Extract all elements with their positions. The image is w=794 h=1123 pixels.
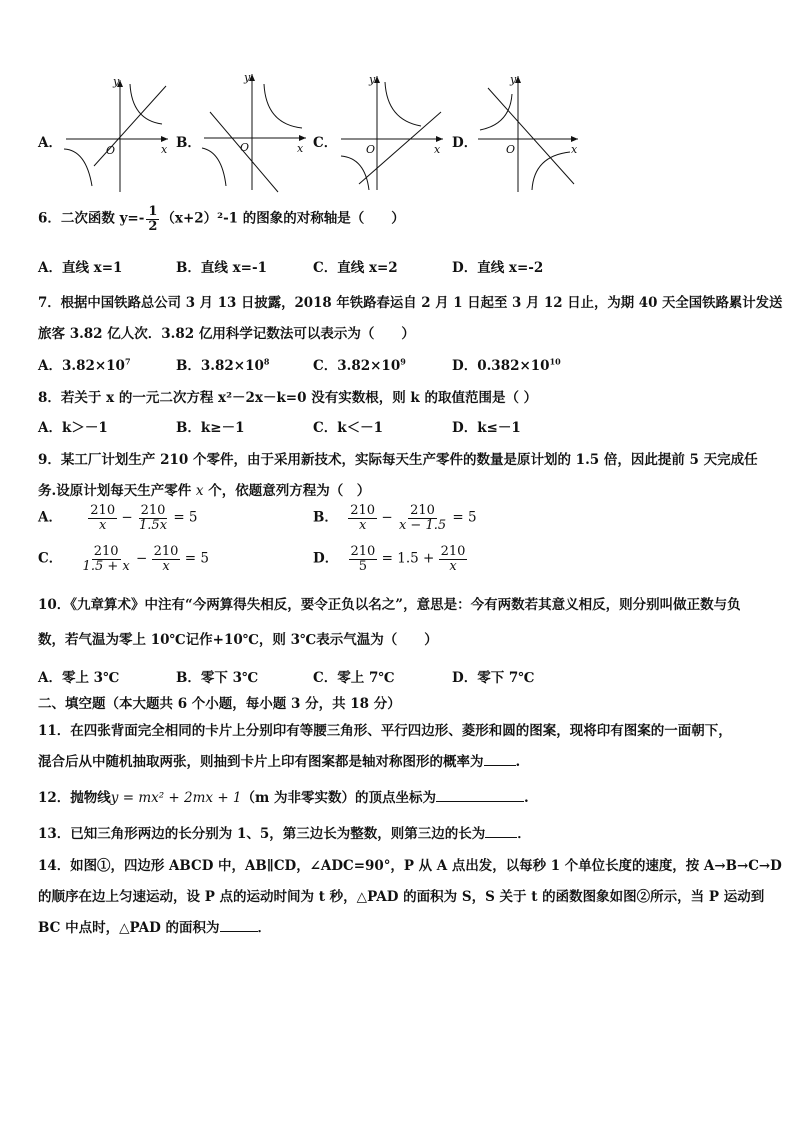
graph-option-a-label: A． [38,135,62,151]
q10-option-b[interactable]: B．零下 3℃ [176,670,259,686]
graph-d-origin-label: O [506,143,516,156]
q9-b-d1: x [358,517,367,533]
q6-option-b[interactable]: B．直线 x=-1 [176,260,267,276]
q9-c-d1: 1.5 + x [82,558,130,574]
q12-answer-blank[interactable] [436,801,524,802]
q13-stem [38,822,531,842]
q7-option-d-base: D．0.382×10 [452,358,550,374]
graph-c [337,72,453,194]
q9-option-b-label: B． [313,509,338,526]
q9-a-rhs: = 5 [173,509,198,526]
q6-frac-den: 2 [148,218,158,234]
q9-a-op: − [121,509,133,526]
q9-d-d1: 5 [358,558,368,574]
graph-c-y-label: y [369,73,376,86]
graph-a-y-label: y [113,75,120,88]
q10-option-d[interactable]: D．零下 7℃ [452,670,535,686]
q9-line-2b: 个，依题意列方程为（ ） [208,483,371,499]
q13-text: 13．已知三角形两边的长分别为 1、5，第三边长为整数，则第三边的长为 [38,826,486,842]
q11-answer-blank[interactable] [484,765,516,766]
q12-note: （m 为非零实数）的顶点坐标为 [241,790,437,806]
q10-option-c[interactable]: C．零上 7℃ [313,670,395,686]
q9-c-n2: 210 [153,544,179,559]
q9-option-c-label: C． [38,550,63,567]
q9-option-b[interactable] [313,504,477,532]
q9-c-op: − [136,550,148,567]
q9-option-d-label: D． [313,550,339,567]
graph-c-origin-label: O [366,143,376,156]
q8-option-b[interactable]: B．k≥－1 [176,420,245,436]
q9-d-d2: x [449,558,457,574]
graph-b-x-label: x [297,142,304,155]
q14-line-1: 14．如图①，四边形 ABCD 中，AB∥CD，∠ADC=90°，P 从 A 点出发，以每秒 1 个单位长度的速度，按 A→B→C→D [38,858,782,874]
q9-d-op: = 1.5 + [381,550,435,567]
q12-formula: y = mx² + 2mx + 1 [110,790,242,806]
q7-option-b-base: B．3.82×10 [176,358,264,374]
q9-c-n1: 210 [93,544,119,559]
q7-option-a[interactable] [38,354,131,374]
q9-c-frac-2 [152,545,181,573]
graph-d [474,72,590,196]
q9-b-frac-1 [348,504,377,532]
q13-end: ． [517,826,531,842]
q9-option-d[interactable] [313,545,467,573]
graph-d-y-label: y [510,73,517,86]
q7-option-c-base: C．3.82×10 [313,358,401,374]
q14-line-2: 的顺序在边上匀速运动，设 P 点的运动时间为 t 秒，△PAD 的面积为 S，S 关于 t 的函数图象如图②所示，当 P 运动到 [38,889,765,905]
q9-variable: x [195,483,204,499]
graph-b-origin-label: O [240,141,250,154]
graph-option-c-label: C． [313,135,338,151]
graph-a-x-label: x [161,143,168,156]
q14-end: ． [257,920,272,936]
q9-line-2 [38,479,370,499]
q9-b-frac-2 [397,504,448,532]
q7-option-b-exp: 8 [263,356,270,367]
section-2-heading: 二、填空题（本大题共 6 个小题，每小题 3 分，共 18 分） [38,696,401,712]
q9-a-d2: 1.5x [139,517,168,533]
q9-line-1: 9．某工厂计划生产 210 个零件，由于采用新技术，实际每天生产零件的数量是原计划的 1.5 倍，因此提前 5 天完成任 [38,452,758,468]
q7-option-d-exp: 10 [549,356,561,367]
q9-c-d2: x [162,558,170,574]
q8-option-d[interactable]: D．k≤－1 [452,420,521,436]
graph-d-x-label: x [571,143,578,156]
q10-line-1: 10．《九章算术》中注有“今两算得失相反，要令正负以名之”，意思是：今有两数若其意义相反，则分别叫做正数与负 [38,597,741,613]
q9-option-c[interactable] [38,545,209,573]
q9-c-frac-1 [81,545,132,573]
q6-text-before: 6．二次函数 y=- [38,210,145,227]
q7-option-b[interactable] [176,354,269,374]
q9-a-frac-1 [88,504,117,532]
q9-option-a-label: A． [38,509,62,526]
q6-option-d[interactable]: D．直线 x=-2 [452,260,544,276]
q12-end: . [524,790,529,806]
q6-option-c[interactable]: C．直线 x=2 [313,260,398,276]
q14-line-3 [38,916,271,936]
q8-stem: 8．若关于 x 的一元二次方程 x²－2x－k=0 没有实数根，则 k 的取值范围是（ ） [38,390,538,406]
q12-prefix: 12．抛物线 [38,790,111,806]
q9-line-2a: 务.设原计划每天生产零件 [38,483,192,499]
q6-fraction [146,205,159,233]
q9-b-n2: 210 [410,503,435,518]
q11-line-2 [38,750,520,770]
q10-option-a[interactable]: A．零上 3℃ [38,670,120,686]
q14-answer-blank[interactable] [220,931,258,932]
q9-b-d2: x − 1.5 [398,517,447,533]
q6-text-after: （x+2）²-1 的图象的对称轴是（ ） [161,210,405,227]
graph-a [62,74,178,196]
q9-a-frac-2 [137,504,169,532]
q9-a-n1: 210 [90,503,116,518]
q9-d-frac-1 [349,545,378,573]
q9-d-frac-2 [439,545,468,573]
q7-option-c[interactable] [313,354,406,374]
graph-c-x-label: x [434,143,441,156]
graph-option-b-label: B． [176,135,201,151]
q12-stem [38,786,529,806]
q7-line-2: 旅客 3.82 亿人次．3.82 亿用科学记数法可以表示为（ ） [38,326,415,342]
q9-b-op: − [381,509,393,526]
q8-option-a[interactable]: A．k＞－1 [38,420,108,436]
q6-option-a[interactable]: A．直线 x=1 [38,260,123,276]
q11-text: 混合后从中随机抽取两张，则抽到卡片上印有图案都是轴对称图形的概率为 [38,754,484,770]
q6-frac-num: 1 [148,204,158,219]
q9-b-rhs: = 5 [452,509,477,526]
q7-line-1: 7．根据中国铁路总公司 3 月 13 日披露，2018 年铁路春运自 2 月 1 日起至 3 月 12 日止，为期 40 天全国铁路累计发送 [38,295,783,311]
q7-option-d[interactable] [452,354,561,374]
q11-end: . [515,754,521,770]
q6-stem [38,205,405,233]
q9-d-n1: 210 [350,544,376,559]
q7-option-a-base: A．3.82×10 [38,358,125,374]
q9-a-n2: 210 [140,503,166,518]
q11-line-1: 11．在四张背面完全相同的卡片上分别印有等腰三角形、平行四边形、菱形和圆的图案，现将印有图案的一面朝下， [38,723,732,739]
graph-b [200,70,316,194]
graph-a-origin-label: O [106,144,116,157]
q10-line-2: 数，若气温为零上 10℃记作+10℃，则 3℃表示气温为（ ） [38,632,438,648]
q7-option-a-exp: 7 [124,356,131,367]
q9-d-n2: 210 [440,544,466,559]
q9-b-n1: 210 [350,503,376,518]
q8-option-c[interactable]: C．k＜－1 [313,420,383,436]
q9-a-d1: x [99,517,107,533]
graph-b-y-label: y [244,71,251,84]
q13-answer-blank[interactable] [485,837,517,838]
q9-option-a[interactable] [38,504,198,532]
graph-option-d-label: D． [452,135,478,151]
q7-option-c-exp: 9 [400,356,406,367]
q14-text: BC 中点时，△PAD 的面积为 [38,920,220,936]
q9-c-rhs: = 5 [184,550,209,567]
